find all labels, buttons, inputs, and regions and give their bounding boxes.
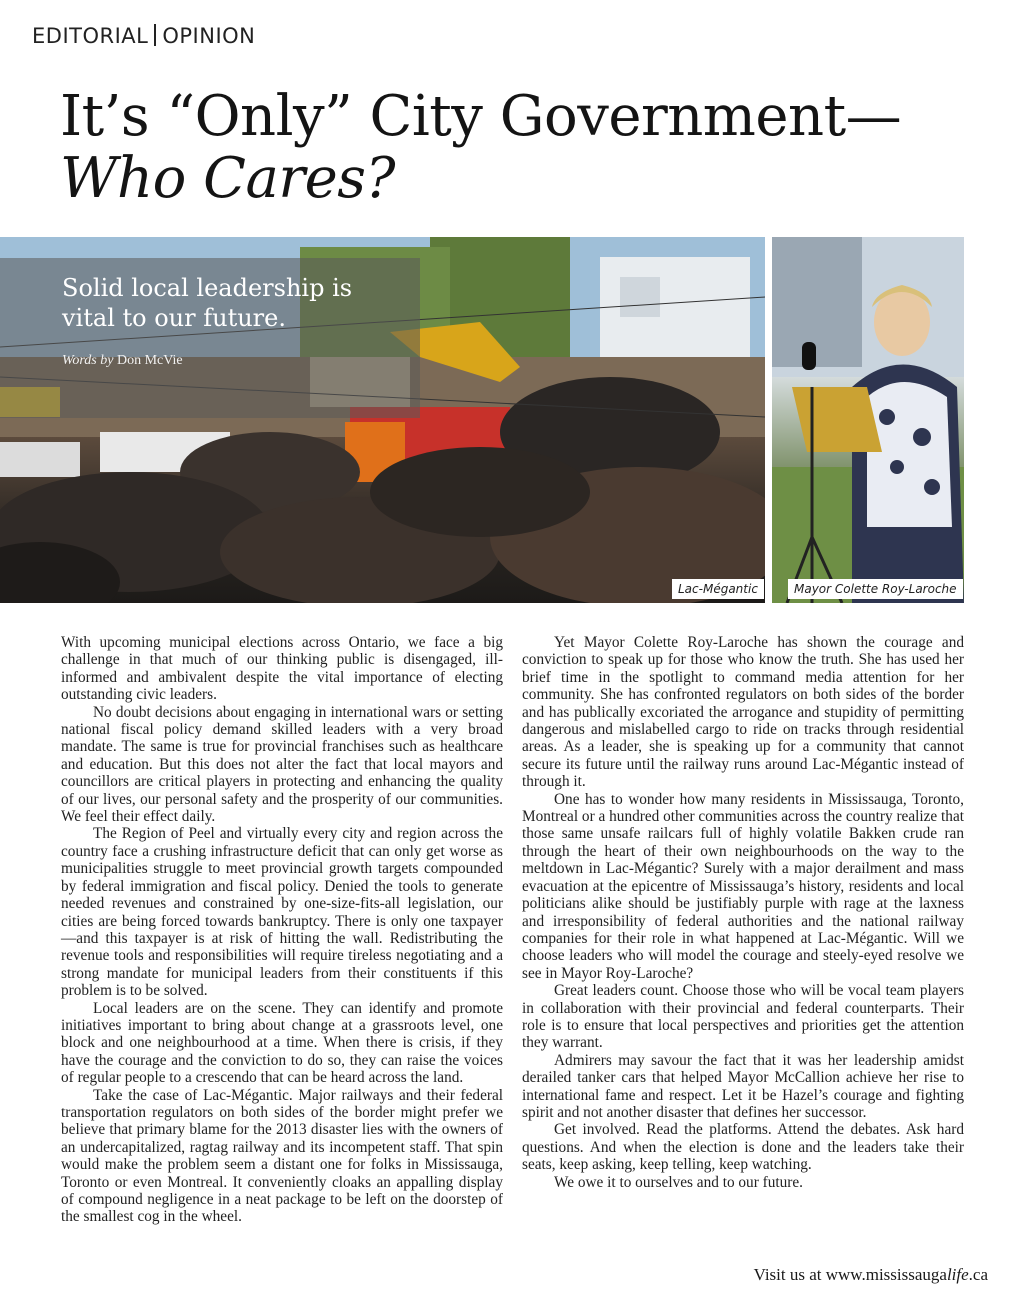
section-editorial: EDITORIAL [32, 24, 149, 48]
footer-life: life [946, 1265, 969, 1284]
byline-author: Don McVie [116, 353, 183, 368]
headline-line-2: Who Cares? [60, 146, 396, 211]
article-column-right [522, 634, 964, 1191]
photo-caption-lac-megantic: Lac-Mégantic [672, 579, 764, 599]
paragraph: We owe it to ourselves and to our future. [554, 1173, 803, 1191]
footer-prefix: Visit us at www.mississauga [753, 1265, 947, 1284]
mayor-photo [772, 237, 964, 603]
paragraph: Admirers may savour the fact that it was her leadership amidst derailed tanker cars that helped Mayor McCallion achieve her rise to international fame and respect. Let it be Hazel’s courage and fighting spirit and not another disaster that defines her successor. [522, 1051, 964, 1121]
paragraph: Take the case of Lac-Mégantic. Major railways and their federal transportation regulators on both sides of the border might prefer we believe that primary blame for the 2013 disaster lies with the owners of an undercapitalized, ragtag railway and its incompetent staff. That spin would make the problem seem a distant one for folks in Mississauga, Toronto or even Montreal. It conveniently cloaks an appalling display of compound negligence in a neat package to be left on the doorstep of the smallest cog in the wheel. [61, 1086, 503, 1226]
article-column-left [61, 634, 503, 1226]
section-divider [154, 24, 156, 46]
lac-megantic-photo [0, 237, 765, 603]
paragraph: Get involved. Read the platforms. Attend the debates. Ask hard questions. And when the election is done and the leaders take their seats, keep asking, keep telling, keep watching. [522, 1121, 964, 1174]
footer-suffix: .ca [968, 1265, 988, 1284]
paragraph: One has to wonder how many residents in Mississauga, Toronto, Montreal or a hundred other communities across the country realize that those same unsafe railcars full of highly volatile Bakken crude ran through the heart of their own neighbourhoods on the way to the meltdown in Lac-Mégantic? Surely with a major derailment and mass evacuation at the epicentre of Mississauga’s history, residents and local politicians alike should be justifiably purple with rage at the laxness and irresponsibility of federal authorities and the national railway companies for their role in what happened at Lac-Mégantic. Will we choose leaders who will model the courage and steely-eyed resolve we see in Mayor Roy-Laroche? [522, 790, 964, 982]
byline-prefix: Words by [62, 353, 114, 368]
paragraph: Great leaders count. Choose those who will be vocal team players in collaboration with their provincial and federal counterparts. Their role is to ensure that local perspectives and priorities get the attention they warrant. [522, 982, 964, 1052]
section-opinion: OPINION [162, 24, 256, 48]
section-label [32, 24, 255, 48]
headline-line-1: It’s “Only” City Government— [60, 84, 902, 149]
paragraph: With upcoming municipal elections across Ontario, we face a big challenge in that much of our thinking public is disengaged, ill-informed and ambivalent despite the vital importance of electing outstanding civic leaders. [61, 634, 503, 704]
headline [60, 86, 980, 210]
paragraph: No doubt decisions about engaging in international wars or setting national fiscal policy demand skilled leaders with a very broad mandate. The same is true for provincial franchises such as healthcare and education. But this does not alter the fact that local mayors and councillors are critical players in protecting and enhancing the quality of our lives, our personal safety and the prosperity of our communities. We feel their effect daily. [61, 703, 503, 826]
paragraph: The Region of Peel and virtually every city and region across the country face a crushing infrastructure deficit that can only get worse as municipalities struggle to meet provincial growth targets compounded by federal immigration and fiscal policy. Denied the tools to generate needed revenues and constrained by one-size-fits-all legislation, our cities are being forced towards bankruptcy. There is only one taxpayer—and this taxpayer is at risk of hitting the wall. Redistributing the revenue tools and responsibilities will require tireless negotiating and a strong mandate for municipal leaders from their constituents if this problem is to be solved. [61, 825, 503, 1000]
mayor-portrait-illustration [772, 237, 964, 603]
footer-website [754, 1265, 988, 1285]
paragraph: Yet Mayor Colette Roy-Laroche has shown the courage and conviction to speak up for those who know the truth. She has used her brief time in the spotlight to command media attention for her community. She has confronted regulators on both sides of the border and has publically excoriated the arrogance and stupidity of permitting dangerous and mislabelled cargo to ride on tracks through residential areas. As a leader, she is speaking up for a community that cannot secure its future until the railway runs around Lac-Mégantic instead of through it. [522, 634, 964, 791]
paragraph: Local leaders are on the scene. They can identify and promote initiatives important to bring about change at a grassroots level, one block and one neighbourhood at a time. When there is crisis, if they have the courage and the conviction to do so, they can raise the voices of regular people to a crescendo that can be heard across the land. [61, 999, 503, 1087]
byline [62, 353, 183, 369]
photo-caption-mayor: Mayor Colette Roy-Laroche [788, 579, 963, 599]
deck: Solid local leadership is vital to our future. [62, 274, 353, 332]
